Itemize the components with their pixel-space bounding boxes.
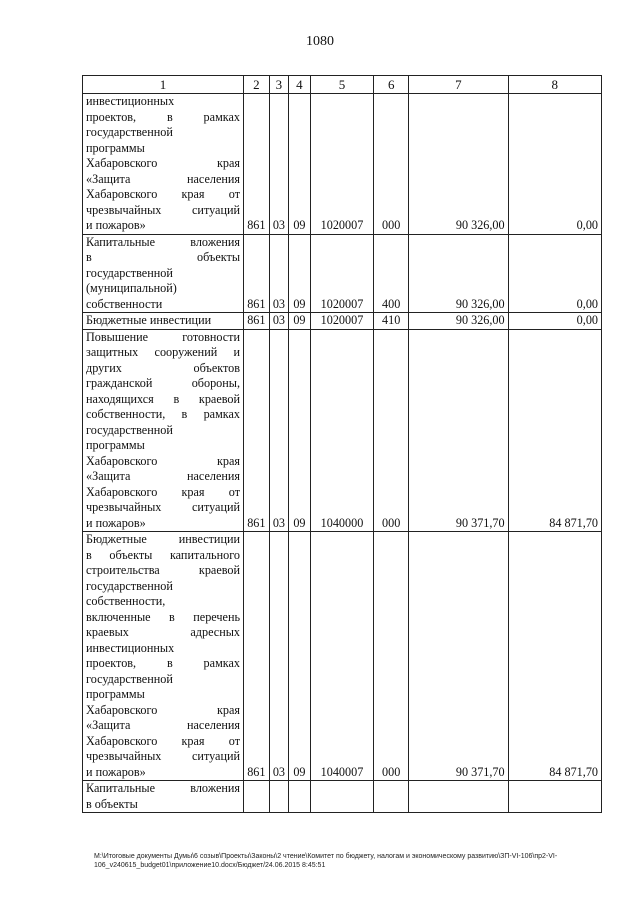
section-code-cell: 03 (269, 532, 288, 781)
footer-line: M:\Итоговые документы Думы\6 созыв\Проекты\Законы\2 чтение\Комитет по бюджету, налогам и экономическому развитию\ЗП-VI-106\пр2-VI- (94, 853, 558, 860)
row-name-line: проектов, в рамках (86, 109, 241, 124)
expense-type-cell: 000 (374, 94, 409, 235)
column-header: 8 (508, 76, 601, 94)
row-name-line: гражданской обороны, (86, 376, 241, 390)
row-name-line: инвестиционных (86, 94, 175, 108)
row-name-line: инвестиционных (86, 640, 175, 655)
row-name-line: государственной (86, 265, 173, 280)
expense-type-cell: 000 (374, 532, 409, 781)
table-row (83, 234, 602, 313)
row-name-line: включенные в перечень (86, 609, 241, 624)
row-name-cell (83, 94, 244, 235)
amount-2016-cell: 84 871,70 (508, 532, 601, 781)
row-name-line: Бюджетные инвестиции (86, 313, 212, 327)
row-name-cell (83, 234, 244, 313)
row-name-line: и пожаров» (86, 764, 146, 779)
column-header: 6 (374, 76, 409, 94)
row-name-line: собственности (86, 296, 163, 311)
budget-table (82, 75, 602, 813)
subsection-code-cell: 09 (289, 329, 311, 532)
amount-2015-cell: 90 371,70 (409, 532, 508, 781)
row-name-line: и пожаров» (86, 515, 146, 530)
admin-code-cell (244, 781, 270, 813)
expense-type-cell (374, 781, 409, 813)
subsection-code-cell: 09 (289, 234, 311, 313)
column-header: 7 (409, 76, 508, 94)
row-name-line: собственности, в рамках (86, 407, 241, 421)
row-name-line: государственной (86, 578, 173, 593)
row-name-line: Хабаровского края от (86, 733, 241, 748)
row-name-line: находящихся в краевой (86, 391, 241, 406)
amount-2016-cell: 0,00 (508, 313, 601, 330)
admin-code-cell: 861 (244, 532, 270, 781)
row-name-line: «Защита населения (86, 171, 241, 186)
row-name-line: «Защита населения (86, 718, 241, 732)
target-article-cell: 1020007 (310, 234, 374, 313)
target-article-cell: 1020007 (310, 94, 374, 235)
table-row (83, 313, 602, 330)
row-name-line: Капитальные вложения (86, 234, 241, 249)
footer-line: 106_v240615_budget01\приложение10.docx/Бюджет/24.06.2015 8:45:51 (94, 862, 326, 869)
row-name-line: краевых адресных (86, 625, 241, 639)
amount-2015-cell (409, 781, 508, 813)
row-name-line: и пожаров» (86, 218, 146, 232)
section-code-cell: 03 (269, 329, 288, 532)
column-header: 3 (269, 76, 288, 94)
row-name-line: программы (86, 687, 145, 701)
expense-type-cell: 410 (374, 313, 409, 330)
amount-2015-cell: 90 326,00 (409, 313, 508, 330)
table-row (83, 329, 602, 532)
amount-2016-cell: 0,00 (508, 94, 601, 235)
column-header: 4 (289, 76, 311, 94)
row-name-line: государственной (86, 125, 173, 139)
row-name-line: Хабаровского края от (86, 187, 241, 201)
admin-code-cell: 861 (244, 329, 270, 532)
row-name-cell (83, 532, 244, 781)
row-name-line: «Защита населения (86, 469, 241, 483)
column-header: 5 (310, 76, 374, 94)
row-name-line: Капитальные вложения (86, 781, 241, 795)
row-name-line: в объекты (86, 250, 241, 264)
table-row (83, 532, 602, 781)
row-name-line: чрезвычайных ситуаций (86, 202, 241, 217)
amount-2015-cell: 90 371,70 (409, 329, 508, 532)
row-name-line: государственной (86, 671, 173, 686)
target-article-cell: 1020007 (310, 313, 374, 330)
row-name-line: строительства краевой (86, 563, 241, 577)
subsection-code-cell: 09 (289, 313, 311, 330)
expense-type-cell: 000 (374, 329, 409, 532)
row-name-line: Повышение готовности (86, 329, 241, 344)
row-name-line: Хабаровского края (86, 702, 241, 717)
subsection-code-cell: 09 (289, 94, 311, 235)
section-code-cell: 03 (269, 313, 288, 330)
target-article-cell: 1040007 (310, 532, 374, 781)
column-header: 1 (83, 76, 244, 94)
row-name-cell (83, 329, 244, 532)
table-row (83, 94, 602, 235)
section-code-cell: 03 (269, 234, 288, 313)
row-name-line: Бюджетные инвестиции (86, 532, 241, 546)
admin-code-cell: 861 (244, 94, 270, 235)
target-article-cell: 1040000 (310, 329, 374, 532)
row-name-line: других объектов (86, 360, 241, 375)
row-name-line: проектов, в рамках (86, 656, 241, 670)
row-name-line: Хабаровского края от (86, 484, 241, 499)
section-code-cell: 03 (269, 94, 288, 235)
amount-2015-cell: 90 326,00 (409, 234, 508, 313)
subsection-code-cell: 09 (289, 532, 311, 781)
section-code-cell (269, 781, 288, 813)
row-name-line: Хабаровского края (86, 156, 241, 170)
table-row (83, 781, 602, 813)
row-name-cell (83, 781, 244, 813)
row-name-cell (83, 313, 244, 330)
subsection-code-cell (289, 781, 311, 813)
amount-2016-cell: 84 871,70 (508, 329, 601, 532)
expense-type-cell: 400 (374, 234, 409, 313)
target-article-cell (310, 781, 374, 813)
admin-code-cell: 861 (244, 313, 270, 330)
file-path-footer (94, 852, 614, 870)
row-name-line: программы (86, 438, 145, 452)
row-name-line: в объекты (86, 796, 138, 811)
table-header-row (83, 76, 602, 94)
row-name-line: собственности, (86, 594, 166, 608)
row-name-line: (муниципальной) (86, 281, 177, 295)
admin-code-cell: 861 (244, 234, 270, 313)
row-name-line: защитных сооружений и (86, 345, 241, 359)
amount-2016-cell (508, 781, 601, 813)
row-name-line: чрезвычайных ситуаций (86, 500, 241, 514)
row-name-line: чрезвычайных ситуаций (86, 749, 241, 763)
amount-2015-cell: 90 326,00 (409, 94, 508, 235)
row-name-line: Хабаровского края (86, 453, 241, 468)
amount-2016-cell: 0,00 (508, 234, 601, 313)
row-name-line: государственной (86, 422, 173, 437)
row-name-line: программы (86, 140, 145, 155)
row-name-line: в объекты капитального (86, 547, 241, 562)
column-header: 2 (244, 76, 270, 94)
page-number: 1080 (306, 34, 334, 49)
